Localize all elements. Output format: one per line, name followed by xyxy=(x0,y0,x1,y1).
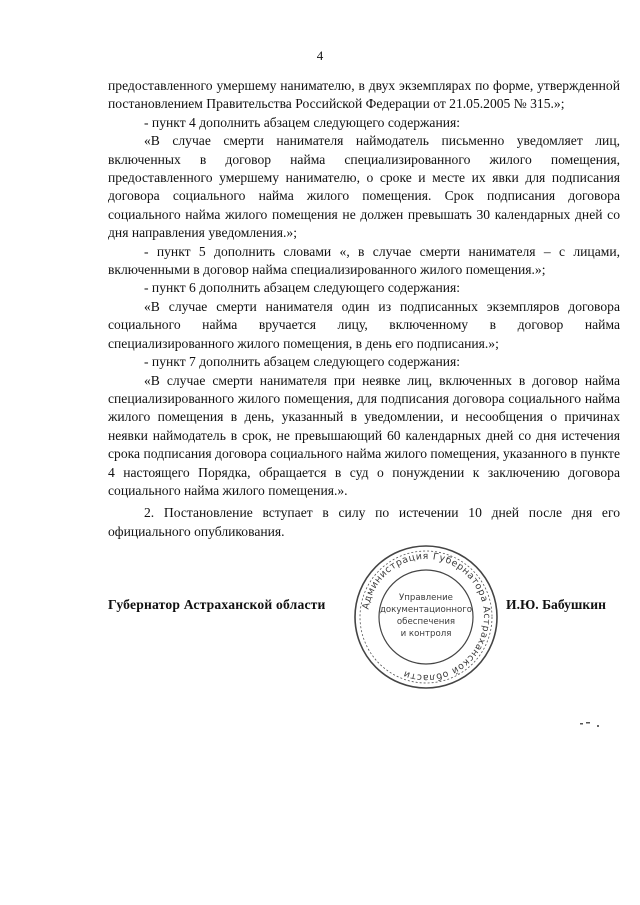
paragraph-item-6-intro: - пункт 6 дополнить абзацем следующего содержания: xyxy=(144,280,461,296)
paragraph-item-6-text: «В случае смерти нанимателя один из подписанных экземпляров договора социального найма вручается лицу, включенному в договор найма специализированного жилого помещения, в день его подписания.»; xyxy=(108,298,620,351)
signatory-name: И.Ю. Бабушкин xyxy=(506,597,606,612)
paragraph-item-4-intro: - пункт 4 дополнить абзацем следующего содержания: xyxy=(144,114,461,130)
paragraph-section-2: 2. Постановление вступает в силу по истечении 10 дней после дня его официального опубликования. xyxy=(108,505,620,539)
paragraph-item-4-text: «В случае смерти нанимателя наймодатель письменно уведомляет лиц, включенных в договор найма специализированного жилого помещения, предоставленного умершему нанимателю, о сроке и месте их явки для подписания договора социального найма жилого помещения. Срок подписания договора социального найма жилого помещения не должен превышать 30 календарных дней со дня направления уведомления.»; xyxy=(108,133,620,241)
official-stamp xyxy=(352,543,500,691)
paragraph-item-5: - пункт 5 дополнить словами «, в случае смерти нанимателя – с лицами, включенными в договор найма специализированного жилого помещения.»; xyxy=(108,243,620,278)
paragraph-item-7-intro: - пункт 7 дополнить абзацем следующего содержания: xyxy=(144,354,461,370)
stamp-line-1: Управление xyxy=(399,593,453,603)
stamp-ring-text: Администрация Губернатора Астраханской области xyxy=(360,550,493,684)
document-body xyxy=(108,77,620,541)
stamp-line-4: и контроля xyxy=(400,629,452,639)
paragraph-item-7-text: «В случае смерти нанимателя при неявке лиц, включенных в договор найма специализированного жилого помещения, для подписания договора социального найма жилого помещения в день, указанный в уведомлении, и несообщения о причинах неявки наймодатель в срок, не превышающий 60 календарных дней со дня истечения срока подписания договора социального найма жилого помещения, указанного в пункте 4 настоящего Порядка, обращается в суд о понуждении к заключению договора социального найма жилого помещения.». xyxy=(108,372,620,498)
stamp-line-3: обеспечения xyxy=(396,617,456,627)
page-number: 4 xyxy=(316,48,324,63)
stamp-line-2: документационного xyxy=(379,605,473,615)
signatory-position: Губернатор Астраханской области xyxy=(108,597,326,612)
scan-specks xyxy=(578,720,606,736)
paragraph-continuation: предоставленного умершему нанимателю, в двух экземплярах по форме, утвержденной постановлением Правительства Российской Федерации от 21.05.2005 № 315.»; xyxy=(108,78,620,112)
